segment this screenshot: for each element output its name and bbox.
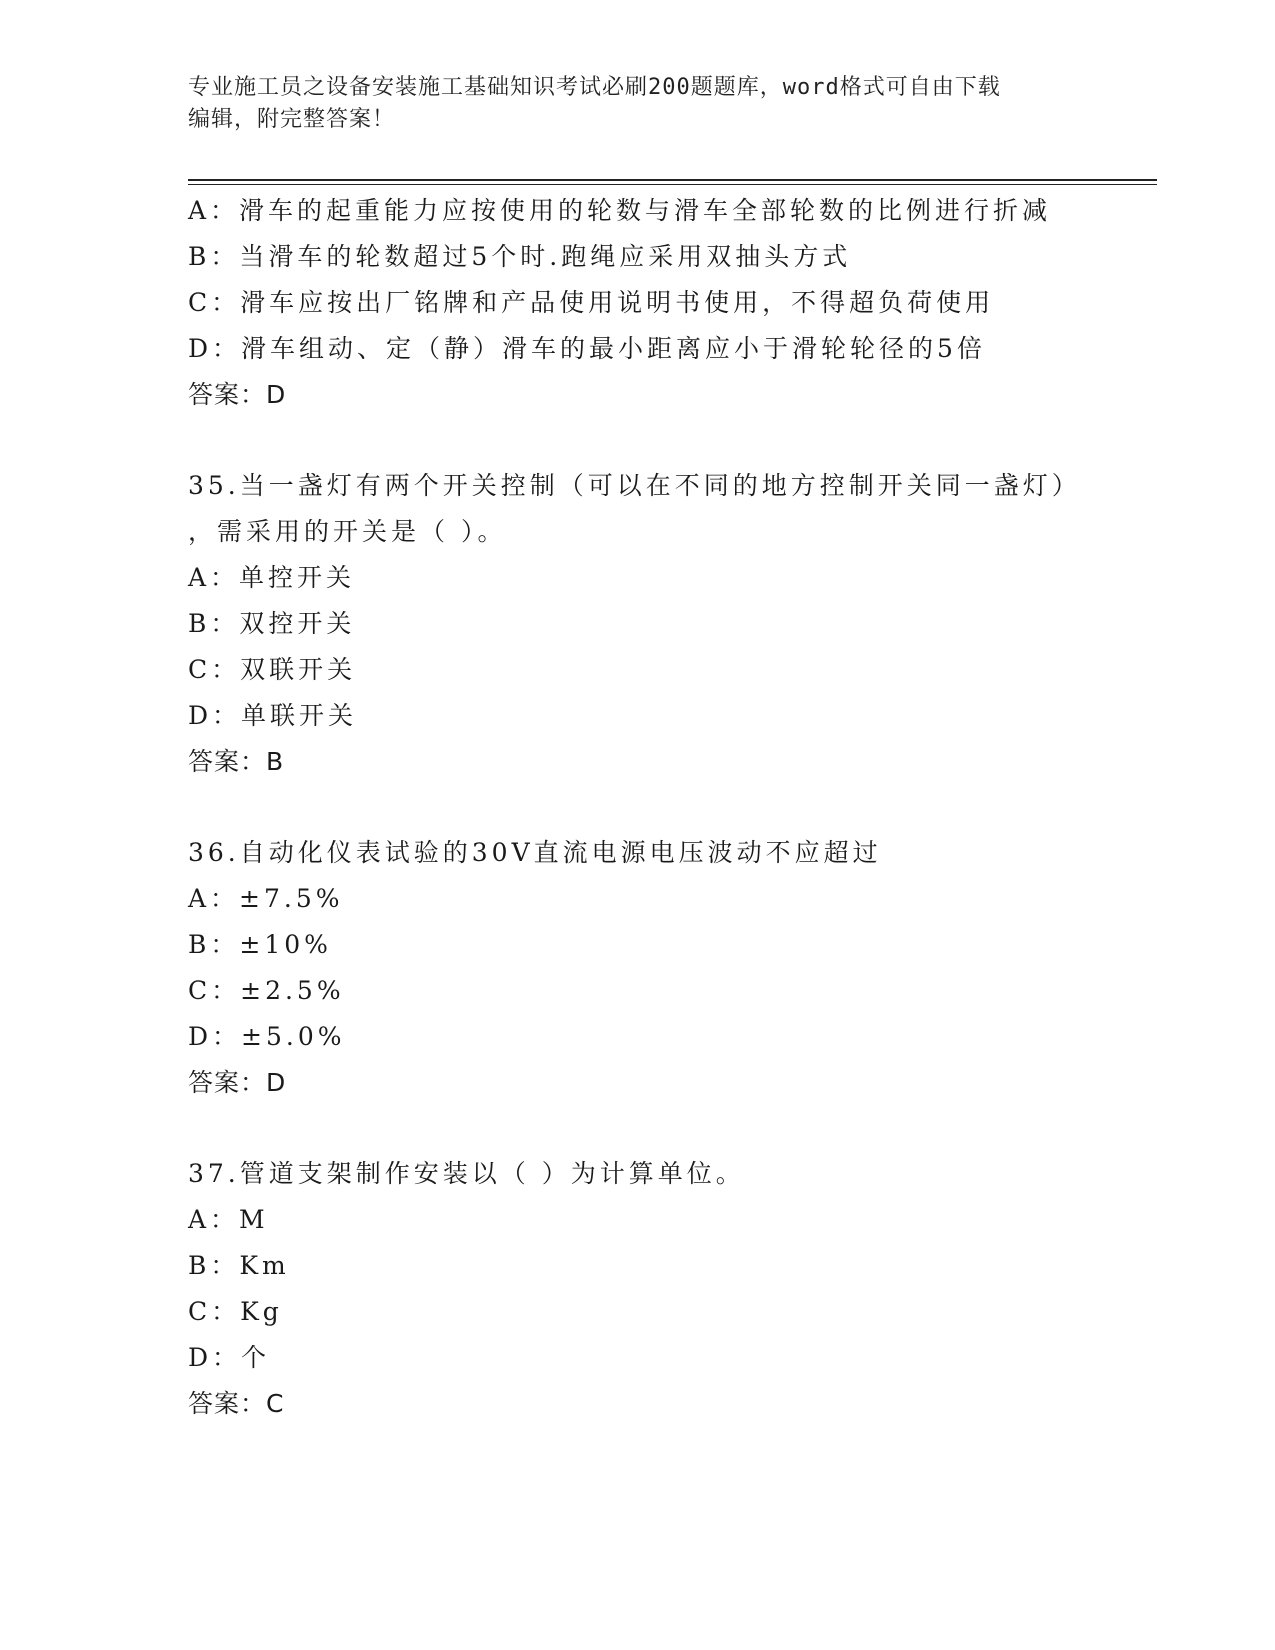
q37-question: 37.管道支架制作安装以（ ）为计算单位。 xyxy=(188,1159,745,1188)
question-35-block xyxy=(188,463,1088,785)
document-body xyxy=(188,188,1088,1427)
question-34-block xyxy=(188,188,1088,418)
q36-option-c: C：±2.5% xyxy=(188,976,345,1005)
q36-answer: 答案：D xyxy=(188,1068,287,1097)
q35-option-d: D：单联开关 xyxy=(188,701,358,730)
question-36-block xyxy=(188,830,1088,1106)
q37-answer: 答案：C xyxy=(188,1389,285,1418)
q35-question-line-2: ，需采用的开关是（ ）。 xyxy=(188,517,507,546)
q35-option-b: B：双控开关 xyxy=(188,609,356,638)
q36-option-b: B：±10% xyxy=(188,930,332,959)
spacer xyxy=(188,418,1088,463)
q36-option-d: D：±5.0% xyxy=(188,1022,346,1051)
q34-option-c: C：滑车应按出厂铭牌和产品使用说明书使用，不得超负荷使用 xyxy=(188,288,995,317)
q34-option-a: A：滑车的起重能力应按使用的轮数与滑车全部轮数的比例进行折减 xyxy=(188,196,1052,225)
q35-option-c: C：双联开关 xyxy=(188,655,357,684)
q37-option-c: C：Kg xyxy=(188,1297,283,1326)
q37-option-d: D：个 xyxy=(188,1343,271,1372)
q35-answer: 答案：B xyxy=(188,747,285,776)
header-divider-thick xyxy=(188,179,1157,181)
q36-option-a: A：±7.5% xyxy=(188,884,344,913)
q34-option-d: D：滑车组动、定（静）滑车的最小距离应小于滑轮轮径的5倍 xyxy=(188,334,986,363)
header-divider-thin xyxy=(188,184,1157,185)
q35-option-a: A：单控开关 xyxy=(188,563,356,592)
spacer xyxy=(188,785,1088,830)
q37-option-a: A：M xyxy=(188,1205,269,1234)
question-37-block xyxy=(188,1151,1088,1427)
q34-option-b: B：当滑车的轮数超过5个时.跑绳应采用双抽头方式 xyxy=(188,242,852,271)
spacer xyxy=(188,1106,1088,1151)
q36-question: 36.自动化仪表试验的30V直流电源电压波动不应超过 xyxy=(188,838,882,867)
header-line-1: 专业施工员之设备安装施工基础知识考试必刷200题题库，word格式可自由下载 xyxy=(188,75,1001,100)
document-header xyxy=(188,72,1088,136)
q34-answer: 答案：D xyxy=(188,380,287,409)
q35-question-line-1: 35.当一盏灯有两个开关控制（可以在不同的地方控制开关同一盏灯） xyxy=(188,471,1081,500)
q37-option-b: B：Km xyxy=(188,1251,290,1280)
header-line-2: 编辑，附完整答案！ xyxy=(188,107,396,132)
